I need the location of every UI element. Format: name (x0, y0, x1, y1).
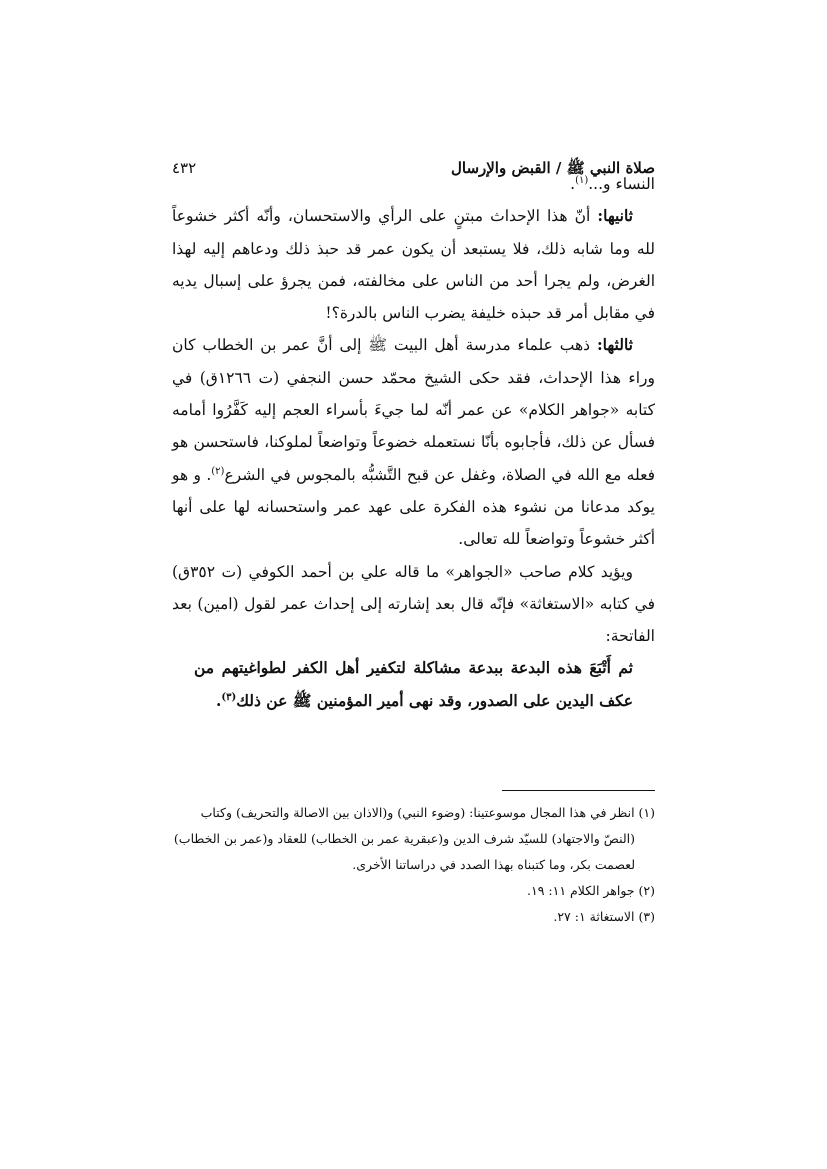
footnote-ref-1: (١) (575, 174, 589, 186)
third-text-a: ذهب علماء مدرسة أهل البيت ﷺ إلى أنَّ عمر بن الخطاب كان وراء هذا الإحداث، فقد حكى الشيخ محمّد حسن النجفي (ت ١٢٦٦ق) في كتابه «جواهر الكلام» عن عمر أنّه لما جيءَ بأسراء العجم إليه كَفَّرُوا أمامه فسأل عن ذلك، فأجابوه بأنّا نستعمله خضوعاً وتواضعاً لملوكنا، فاستحسن هو فعله مع الله في الصلاة، وغفل عن قبح التَّشبُّه بالمجوس في الشرع (172, 336, 655, 484)
footnote-separator (502, 790, 655, 791)
footnote-1-line-1: (١) انظر في هذا المجال موسوعتينا: (وضوء النبي) و(الاذان بين الاصالة والتحريف) وكتاب (200, 805, 655, 820)
footnote-3: (٣) الاستغاثة ١: ٢٧. (553, 909, 655, 924)
body-text (172, 168, 655, 717)
quoted-passage: ثم أَتْبَعَ هذه البدعة ببدعة مشاكلة لتكفير أهل الكفر لطواغيتهم من عكف اليدين على الصدور، وقد نهى أمير المؤمنين ﷺ عن ذلك$^{(٣)}$. (194, 658, 633, 710)
support-text: ويؤيد كلام صاحب «الجواهر» ما قاله علي بن أحمد الكوفي (ت ٣٥٢ق) في كتابه «الاستغاثة» فإنّه قال بعد إشارته إلى إحداث عمر لقول (امين) بعد الفاتحة: (172, 562, 655, 646)
footnote-2: (٢) جواهر الكلام ١١: ١٩. (527, 883, 655, 898)
second-text: أنّ هذا الإحداث مبتنٍ على الرأي والاستحسان، وأنّه أكثر خشوعاً لله وما شابه ذلك، فلا يستبعد أن يكون عمر قد حبذ ذلك ودعاهم إليه لهذا الغرض، ولم يجرا أحد من الناس على مخالفته، فمن يجرؤ على إسبال يديه في مقابل أمر قد حبذه خليفة يضرب الناس بالدرة؟! (172, 207, 655, 323)
footnote-1-line-2: (النصّ والاجتهاد) للسيّد شرف الدين و(عبقرية عمر بن الخطاب) للعقاد و(عمر بن الخطاب) (173, 831, 635, 846)
footnotes (172, 800, 655, 930)
running-title: صلاة النبي ﷺ / القبض والإرسال (450, 159, 655, 177)
footnote-ref-2: (٢) (211, 465, 225, 477)
third-text-b: . و هو يوكد مدعانا من نشوء هذه الفكرة على عهد عمر واستحسانه لها على أنها أكثر خشوعاً وتواضعاً لله تعالى. (172, 465, 655, 549)
footnote-1-line-3: لعصمت بكر، وما كتبناه بهذا الصدد في دراساتنا الأخرى. (352, 857, 635, 872)
third-label: ثالثها: (596, 335, 633, 355)
carryover-text: النساء و... (588, 175, 655, 193)
second-label: ثانيها: (597, 206, 633, 226)
paragraph-third (172, 329, 655, 555)
paragraph-carryover: النساء و...$^{(١)}$. (570, 174, 655, 193)
paragraph-second (172, 200, 655, 329)
footnote-ref-3: (٣) (221, 691, 237, 703)
page-number: ٤٣٢ (172, 159, 197, 177)
paragraph-support (172, 556, 655, 653)
quote-text: ثم أَتْبَعَ هذه البدعة ببدعة مشاكلة لتكفير أهل الكفر لطواغيتهم من عكف اليدين على الصدور، وقد نهى أمير المؤمنين ﷺ عن ذلك (194, 658, 633, 710)
